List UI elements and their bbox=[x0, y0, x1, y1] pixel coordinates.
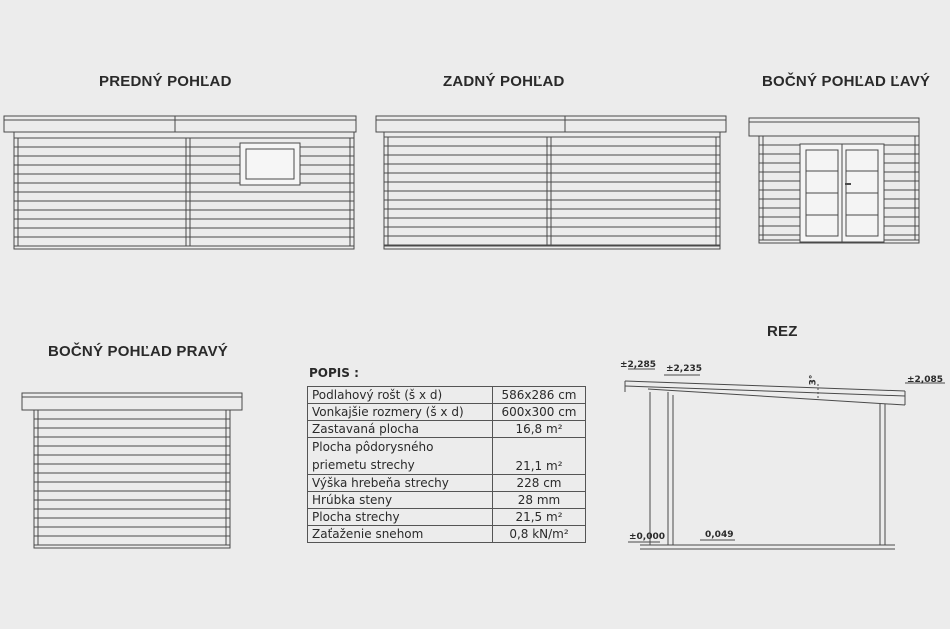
level-0000: ±0,000 bbox=[629, 532, 666, 542]
spec-value: 228 cm bbox=[493, 475, 586, 492]
spec-label: Plocha pôdorysného priemetu strechy bbox=[308, 438, 493, 475]
back-view-title: ZADNÝ POHĽAD bbox=[443, 73, 565, 90]
specs-heading: POPIS : bbox=[309, 366, 359, 380]
spec-label: Výška hrebeňa strechy bbox=[308, 475, 493, 492]
level-2235: ±2,235 bbox=[666, 364, 703, 374]
spec-label: Hrúbka steny bbox=[308, 492, 493, 509]
right-view-title: BOČNÝ POHĽAD PRAVÝ bbox=[48, 343, 229, 360]
spec-value: 600x300 cm bbox=[493, 404, 586, 421]
level-2085: ±2,085 bbox=[907, 375, 944, 385]
spec-value: 0,8 kN/m² bbox=[493, 526, 586, 543]
spec-label: Zaťaženie snehom bbox=[308, 526, 493, 543]
spec-row bbox=[308, 475, 586, 492]
specs-table bbox=[307, 386, 586, 543]
level-0049: 0,049 bbox=[705, 530, 734, 540]
roof-angle: 3° bbox=[808, 374, 819, 386]
spec-value: 21,5 m² bbox=[493, 509, 586, 526]
spec-value: 16,8 m² bbox=[493, 421, 586, 438]
left-view-drawing bbox=[749, 118, 919, 243]
spec-value: 28 mm bbox=[493, 492, 586, 509]
spec-value: 586x286 cm bbox=[493, 387, 586, 404]
spec-row bbox=[308, 509, 586, 526]
spec-row bbox=[308, 421, 586, 438]
spec-row bbox=[308, 404, 586, 421]
spec-row bbox=[308, 387, 586, 404]
back-view-drawing bbox=[376, 116, 726, 249]
spec-row bbox=[308, 438, 586, 475]
spec-value: 21,1 m² bbox=[493, 438, 586, 475]
level-2285: ±2,285 bbox=[620, 360, 657, 370]
spec-row bbox=[308, 526, 586, 543]
front-view-drawing bbox=[4, 116, 356, 249]
section-title: REZ bbox=[767, 323, 798, 340]
spec-row bbox=[308, 492, 586, 509]
spec-label: Zastavaná plocha bbox=[308, 421, 493, 438]
spec-label: Plocha strechy bbox=[308, 509, 493, 526]
spec-label: Podlahový rošt (š x d) bbox=[308, 387, 493, 404]
section-drawing bbox=[625, 369, 945, 549]
left-view-title: BOČNÝ POHĽAD ĽAVÝ bbox=[762, 73, 931, 90]
right-view-drawing bbox=[22, 393, 242, 548]
front-view-title: PREDNÝ POHĽAD bbox=[99, 73, 232, 90]
spec-label: Vonkajšie rozmery (š x d) bbox=[308, 404, 493, 421]
